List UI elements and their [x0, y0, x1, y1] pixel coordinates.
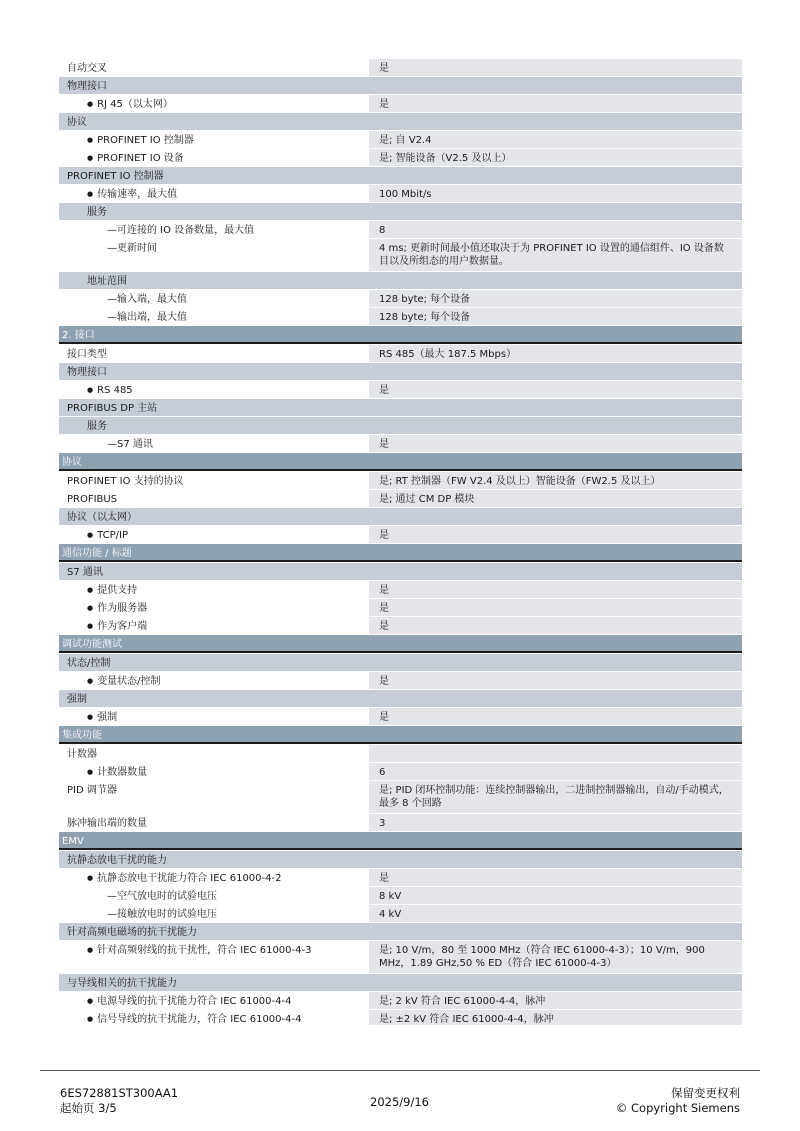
spec-label: ● 变量状态/控制 [87, 676, 160, 687]
spec-value [367, 726, 742, 742]
spec-label: PROFINET IO 支持的协议 [67, 476, 184, 487]
spec-value [367, 654, 742, 671]
spec-value: 128 byte; 每个设备 [367, 308, 742, 325]
spec-label: EMV [62, 836, 84, 847]
spec-label: ● 针对高频射线的抗干扰性，符合 IEC 61000-4-3 [87, 945, 311, 956]
spec-value [367, 832, 742, 848]
spec-value: 是; 通过 CM DP 模块 [367, 490, 742, 507]
group-header-row [59, 362, 742, 380]
spec-row [59, 868, 742, 886]
section-header-row [59, 543, 742, 562]
spec-value: 是 [367, 599, 742, 616]
spec-row [59, 238, 742, 271]
spec-label: 通信功能 / 标题 [62, 548, 132, 559]
spec-value: 是 [367, 708, 742, 725]
spec-value [367, 453, 742, 469]
section-header-row [59, 831, 742, 850]
spec-value [367, 417, 742, 434]
spec-row [59, 471, 742, 489]
spec-value: 8 [367, 221, 742, 238]
spec-value: 4 ms; 更新时间最小值还取决于为 PROFINET IO 设置的通信组件、IO 设备数目以及所组态的用户数据量。 [367, 239, 742, 271]
order-number: 6ES72881ST300AA1 [60, 1086, 179, 1100]
spec-row [59, 58, 742, 76]
spec-value: 3 [367, 814, 742, 831]
group-header-row [59, 653, 742, 671]
spec-label: — 接触放电时的试验电压 [107, 909, 217, 920]
spec-label: 服务 [87, 207, 107, 218]
spec-value [367, 508, 742, 525]
spec-row [59, 762, 742, 780]
group-header-row [59, 922, 742, 940]
spec-value [367, 167, 742, 184]
group-header-row [59, 973, 742, 991]
spec-value: 100 Mbit/s [367, 185, 742, 202]
spec-value [367, 203, 742, 220]
spec-label: ● RS 485 [87, 385, 133, 396]
group-header-row [59, 416, 742, 434]
spec-row [59, 1009, 742, 1025]
spec-row [59, 307, 742, 325]
spec-label: — 更新时间 [107, 243, 157, 254]
spec-row [59, 489, 742, 507]
spec-row [59, 707, 742, 725]
spec-row [59, 904, 742, 922]
spec-label: — 输出端，最大值 [107, 312, 187, 323]
spec-row [59, 289, 742, 307]
spec-label: 状态/控制 [67, 658, 111, 669]
spec-value: 是; ±2 kV 符合 IEC 61000-4-4，脉冲 [367, 1010, 742, 1025]
spec-row [59, 616, 742, 634]
spec-value [367, 113, 742, 130]
spec-label: ● 作为服务器 [87, 603, 147, 614]
spec-label: ● RJ 45（以太网） [87, 99, 173, 110]
spec-value [367, 690, 742, 707]
spec-label: PROFINET IO 控制器 [67, 171, 164, 182]
group-header-row [59, 202, 742, 220]
spec-label: ● PROFINET IO 控制器 [87, 135, 194, 146]
spec-label: — S7 通讯 [107, 439, 153, 450]
spec-value: 是; PID 闭环控制功能：连续控制器输出，二进制控制器输出，自动/手动模式，最多 8 个回路 [367, 781, 742, 813]
spec-value: 是 [367, 672, 742, 689]
spec-row [59, 886, 742, 904]
spec-table [59, 58, 742, 1025]
spec-row [59, 780, 742, 813]
spec-value [367, 77, 742, 94]
spec-label: ● PROFINET IO 设备 [87, 153, 184, 164]
group-header-row [59, 507, 742, 525]
spec-value: 是 [367, 526, 742, 543]
spec-row [59, 940, 742, 973]
spec-label: ● 强制 [87, 712, 117, 723]
spec-value [367, 974, 742, 991]
spec-label: 物理接口 [67, 81, 107, 92]
spec-value [367, 326, 742, 342]
spec-value: 是 [367, 581, 742, 598]
spec-label: 针对高频电磁场的抗干扰能力 [67, 927, 197, 938]
spec-label: — 可连接的 IO 设备数量，最大值 [107, 225, 254, 236]
spec-value [367, 745, 742, 762]
spec-value: 8 kV [367, 887, 742, 904]
spec-label: 强制 [67, 694, 87, 705]
spec-label: 地址范围 [87, 276, 127, 287]
spec-row [59, 744, 742, 762]
spec-row [59, 598, 742, 616]
spec-value [367, 363, 742, 380]
spec-row [59, 991, 742, 1009]
group-header-row [59, 271, 742, 289]
page-number: 起始页 3/5 [60, 1101, 117, 1115]
group-header-row [59, 166, 742, 184]
spec-row [59, 220, 742, 238]
group-header-row [59, 689, 742, 707]
spec-label: — 输入端，最大值 [107, 294, 187, 305]
spec-value: 是; 10 V/m，80 至 1000 MHz（符合 IEC 61000-4-3）；10 V/m，900 MHz，1.89 GHz,50 % ED（符合 IEC 61000-4-3） [367, 941, 742, 973]
spec-value [367, 399, 742, 416]
spec-value: 是 [367, 869, 742, 886]
section-header-row [59, 634, 742, 653]
spec-label: ● 电源导线的抗干扰能力符合 IEC 61000-4-4 [87, 996, 291, 1007]
group-header-row [59, 398, 742, 416]
spec-value: 6 [367, 763, 742, 780]
spec-label: 集成功能 [62, 730, 102, 741]
spec-value [367, 851, 742, 868]
spec-label: PROFIBUS DP 主站 [67, 403, 158, 414]
spec-value: 是 [367, 95, 742, 112]
spec-label: ● 传输速率，最大值 [87, 189, 177, 200]
footer-left [60, 1086, 178, 1116]
spec-label: 抗静态放电干扰的能力 [67, 855, 167, 866]
group-header-row [59, 112, 742, 130]
copyright-notice: © Copyright Siemens [615, 1101, 740, 1115]
spec-label: 计数器 [67, 749, 97, 760]
spec-label: 调试功能测试 [62, 639, 122, 650]
spec-value: 是 [367, 59, 742, 76]
spec-value: 是; 自 V2.4 [367, 131, 742, 148]
footer-right [616, 1086, 740, 1116]
spec-label: 接口类型 [67, 349, 107, 360]
spec-row [59, 344, 742, 362]
spec-value [367, 272, 742, 289]
spec-row [59, 380, 742, 398]
spec-value: 是; 智能设备（V2.5 及以上） [367, 149, 742, 166]
spec-row [59, 580, 742, 598]
spec-label: 脉冲输出端的数量 [67, 818, 147, 829]
group-header-row [59, 562, 742, 580]
spec-label: PID 调节器 [67, 785, 117, 796]
spec-label: ● 抗静态放电干扰能力符合 IEC 61000-4-2 [87, 873, 281, 884]
spec-value: 是; RT 控制器（FW V2.4 及以上）智能设备（FW2.5 及以上） [367, 472, 742, 489]
spec-value: 4 kV [367, 905, 742, 922]
spec-label: S7 通讯 [67, 567, 103, 578]
spec-label: 协议 [62, 457, 82, 468]
spec-row [59, 813, 742, 831]
spec-value [367, 563, 742, 580]
spec-row [59, 525, 742, 543]
section-header-row [59, 725, 742, 744]
spec-value: 是; 2 kV 符合 IEC 61000-4-4，脉冲 [367, 992, 742, 1009]
spec-label: — 空气放电时的试验电压 [107, 891, 217, 902]
group-header-row [59, 850, 742, 868]
spec-label: ● 作为客户端 [87, 621, 147, 632]
spec-value [367, 635, 742, 651]
spec-value: 是 [367, 381, 742, 398]
spec-label: 自动交叉 [67, 63, 107, 74]
group-header-row [59, 76, 742, 94]
section-header-row [59, 452, 742, 471]
spec-value: 128 byte; 每个设备 [367, 290, 742, 307]
spec-label: 物理接口 [67, 367, 107, 378]
footer-divider [40, 1070, 760, 1071]
spec-value [367, 544, 742, 560]
spec-label: 协议（以太网） [67, 512, 137, 523]
spec-row [59, 130, 742, 148]
spec-row [59, 671, 742, 689]
spec-label: PROFIBUS [67, 494, 118, 505]
spec-value [367, 923, 742, 940]
spec-label: ● 信号导线的抗干扰能力，符合 IEC 61000-4-4 [87, 1014, 301, 1025]
spec-label: 协议 [67, 117, 87, 128]
spec-row [59, 184, 742, 202]
spec-label: ● 计数器数量 [87, 767, 147, 778]
spec-label: ● TCP/IP [87, 530, 128, 541]
spec-row [59, 434, 742, 452]
spec-row [59, 148, 742, 166]
spec-label: ● 提供支持 [87, 585, 137, 596]
spec-label: 与导线相关的抗干扰能力 [67, 978, 177, 989]
spec-value: 是 [367, 617, 742, 634]
section-header-row [59, 325, 742, 344]
spec-label: 2. 接口 [62, 330, 95, 341]
spec-value: RS 485（最大 187.5 Mbps） [367, 345, 742, 362]
rights-notice: 保留变更权利 [671, 1086, 740, 1100]
spec-row [59, 94, 742, 112]
spec-value: 是 [367, 435, 742, 452]
spec-label: 服务 [87, 421, 107, 432]
footer-date: 2025/9/16 [370, 1095, 429, 1109]
